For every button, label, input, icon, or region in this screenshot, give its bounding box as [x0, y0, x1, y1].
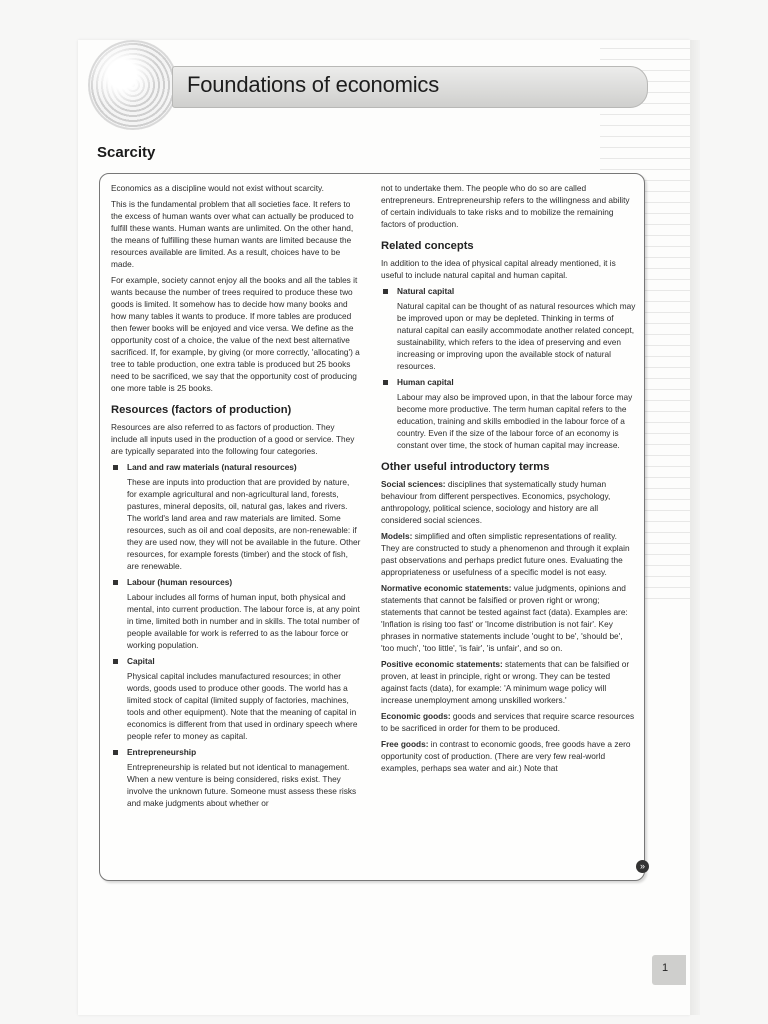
term-text: in contrast to economic goods, free goods have a zero opportunity cost of production. (There are very few real-world examples, perhaps sea water and air.) Note that [381, 739, 631, 773]
term-entry [381, 530, 636, 578]
chapter-banner [172, 66, 648, 108]
paragraph: Resources are also referred to as factors of production. They include all inputs used in the production of a good or service. They are typically separated into the following four categories. [111, 422, 355, 456]
paragraph: not to undertake them. The people who do so are called entrepreneurs. Entrepreneurship refers to the willingness and ability of certain individuals to take risks and to mobilize the remaining factors of production. [381, 183, 630, 229]
continue-arrow-icon: » [636, 860, 649, 873]
term-label: Normative economic statements: [381, 583, 512, 593]
related-concepts-heading: Related concepts [381, 240, 474, 252]
bullet-labour: Labour (human resources) [111, 576, 361, 588]
chapter-title: Foundations of economics [187, 72, 440, 97]
term-label: Models: [381, 531, 413, 541]
bullet-human-capital: Human capital [381, 376, 636, 388]
bullet-land: Land and raw materials (natural resources) [111, 461, 361, 473]
term-entry [381, 738, 636, 774]
term-entry [381, 582, 636, 654]
paragraph: Economics as a discipline would not exist without scarcity. [111, 183, 324, 193]
term-text: goods and services that require scarce resources to be sacrificed in order for them to be produced. [381, 711, 635, 733]
term-text: simplified and often simplistic representations of reality. They are constructed to study a phenomenon and through it explain past observations and perhaps predict future ones. Evaluating the appropriateness or usefulness of a specific model is not easy. [381, 531, 630, 577]
left-column [111, 182, 361, 813]
section-title: Scarcity [97, 144, 156, 161]
bullet-capital: Capital [111, 655, 361, 667]
term-text: value judgments, opinions and statements that cannot be falsified or proven right or wrong; statements that cannot be tested against fact (data). Examples are: 'Inflation is rising too fast' or 'Income distribution is not fair'. Key phrases in normative statements include 'ought to be', 'should be', 'too much', 'too little', 'is fair', 'is unfair', and so on. [381, 583, 628, 653]
term-label: Positive economic statements: [381, 659, 503, 669]
bullet-natural-capital: Natural capital [381, 285, 636, 297]
bullet-text: Entrepreneurship is related but not identical to management. When a new venture is being considered, risks exist. They involve the unknown future. Someone must assess these risks and make judgments about whether or [127, 762, 357, 808]
paragraph: In addition to the idea of physical capital already mentioned, it is useful to include natural capital and human capital. [381, 258, 616, 280]
term-text: disciplines that systematically study human behaviour from different perspectives. Economics, psychology, anthropology, political science, sociology and history are all considered social sciences. [381, 479, 611, 525]
bullet-text: These are inputs into production that are provided by nature, for example agricultural and non-agricultural land, forests, pastures, mineral deposits, oil, natural gas, lakes and rivers. The world's land area and raw materials are limited. Some resources, such as oil and coal deposits, are non-renewable: if they are used now, they will not be available in the future. Other resources, for example forests (timber) and the stock of fish, are renewable. [127, 477, 361, 571]
bullet-text: Physical capital includes manufactured resources; in other words, goods used to produce other goods. The world has a limited stock of capital (limited supply of factories, machines, tools and other equipment). Note that the meaning of capital in economics is different from that used in ordinary speech where people refer to money as capital. [127, 671, 358, 741]
bullet-text: Labour may also be improved upon, in that the labour force may become more productive. The term human capital refers to the education, training and skills embodied in the labour force of a country. Even if the size of the labour force of an economy is constant over time, the stock of human capital may increase. [397, 392, 633, 450]
term-entry [381, 658, 636, 706]
bullet-text: Natural capital can be thought of as natural resources which may be improved upon or may be depleted. Thinking in terms of natural capital can easily accommodate another related concept, sustainability, which refers to the idea of preserving and even increasing or improving upon the available stock of natural resources. [397, 301, 636, 371]
bullet-text: Labour includes all forms of human input, both physical and mental, into current production. The labour force is, at any point in time, limited both in number and in skills. The total number of people available for work is referred to as the labour force or working population. [127, 592, 360, 650]
terms-heading: Other useful introductory terms [381, 461, 550, 473]
content-box [99, 173, 645, 881]
globe-logo-icon [88, 40, 178, 130]
term-label: Free goods: [381, 739, 429, 749]
page-edge [690, 40, 700, 1015]
term-label: Economic goods: [381, 711, 451, 721]
resources-heading: Resources (factors of production) [111, 404, 292, 416]
term-label: Social sciences: [381, 479, 446, 489]
bullet-entrepreneurship: Entrepreneurship [111, 746, 361, 758]
term-entry [381, 478, 636, 526]
term-text: statements that can be falsified or proven, at least in principle, right or wrong. They can be tested against facts (data), for example: 'A minimum wage policy will increase unemployment among unskilled workers.' [381, 659, 630, 705]
paragraph: This is the fundamental problem that all societies face. It refers to the excess of human wants over what can actually be produced to fulfill these wants. Human wants are unlimited. On the other hand, the means of fulfilling these human wants are limited because the resources available are limited. As a result, choices have to be made. [111, 199, 354, 269]
page-number-tab [652, 955, 686, 985]
page-number: 1 [662, 962, 669, 974]
right-column [381, 182, 636, 778]
term-entry [381, 710, 636, 734]
paragraph: For example, society cannot enjoy all the books and all the tables it wants because the number of trees required to produce these two goods is limited. It somehow has to decide how many books and how many tables it wants to produce. If more tables are produced then fewer books will be enjoyed and vice versa. We define as the opportunity cost of a choice, the value of the next best alternative sacrificed. If, for example, by giving (or more correctly, 'allocating') a tree to table production, one extra table is produced but 25 books need to be sacrificed, we say that the opportunity cost of producing one more table is 25 books. [111, 275, 360, 393]
